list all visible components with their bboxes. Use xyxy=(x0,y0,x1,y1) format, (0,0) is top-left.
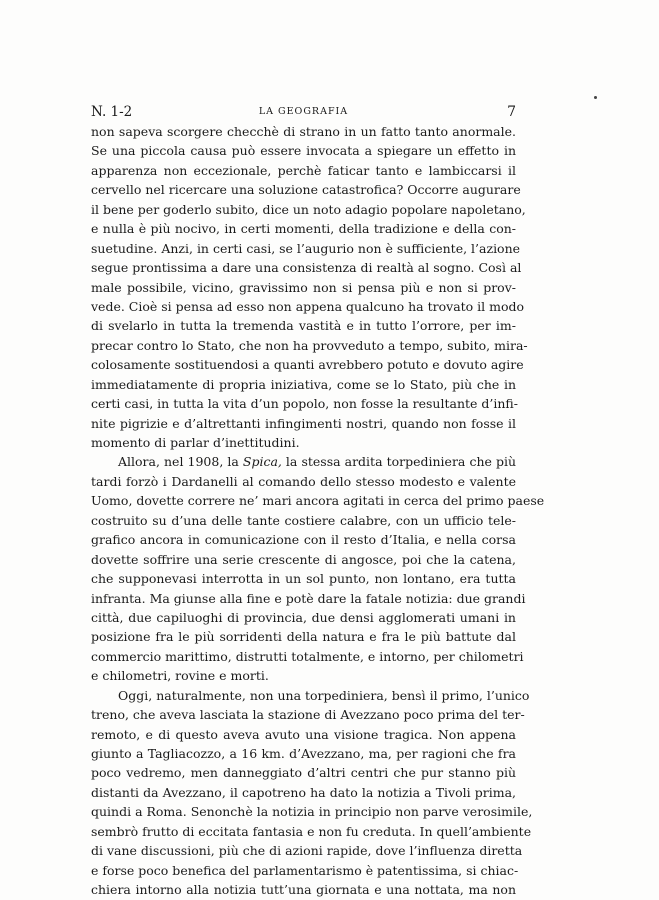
text-line: città, due capiluoghi di provincia, due densi agglomerati umani in xyxy=(91,609,516,625)
text-run: la stessa ardita torpediniera che più xyxy=(281,454,516,470)
text-line: suetudine. Anzi, in certi casi, se l’augurio non è sufficiente, l’azione xyxy=(91,240,521,256)
text-line: colosamente sostituendosi a quanti avrebbero potuto e dovuto agire xyxy=(91,357,524,373)
text-line: Uomo, dovette correre ne’ mari ancora agitati in cerca del primo paese xyxy=(91,493,545,509)
text-line: di svelarlo in tutta la tremenda vastità e in tutto l’orrore, per im- xyxy=(91,318,516,334)
journal-title: LA GEOGRAFIA xyxy=(258,106,349,117)
text-line: di vane discussioni, più che di azioni rapide, dove l’influenza diretta xyxy=(91,843,523,859)
text-line: nite pigrizie e d’altrettanti infingimenti nostri, quando non fosse il xyxy=(91,415,516,431)
page-number: 7 xyxy=(507,104,516,120)
text-line: male possibile, vicino, gravissimo non si pensa più e non si prov- xyxy=(91,279,516,295)
text-line: dovette soffrire una serie crescente di angosce, poi che la catena, xyxy=(91,551,516,567)
running-header xyxy=(91,103,516,121)
text-line: distanti da Avezzano, il capotreno ha dato la notizia a Tivoli prima, xyxy=(91,784,516,800)
text-line: immediatamente di propria iniziativa, come se lo Stato, più che in xyxy=(91,376,516,392)
text-line: precar contro lo Stato, che non ha provveduto a tempo, subito, mira- xyxy=(91,337,528,353)
text-line: posizione fra le più sorridenti della natura e fra le più battute dal xyxy=(91,629,516,645)
text-line: Oggi, naturalmente, non una torpediniera, bensì il primo, l’unico xyxy=(118,687,530,703)
text-line: Se una piccola causa può essere invocata a spiegare un effetto in xyxy=(91,143,516,159)
text-line: e forse poco benefica del parlamentarismo è patentissima, si chiac- xyxy=(91,862,519,878)
text-line: commercio marittimo, distrutti totalmente, e intorno, per chilometri xyxy=(91,648,524,664)
text-line: quindi a Roma. Senonchè la notizia in principio non parve verosimile, xyxy=(91,804,533,820)
ship-name-italic: Spica, xyxy=(242,454,282,470)
text-line: segue prontissima a dare una consistenza di realtà al sogno. Così al xyxy=(91,260,522,276)
print-speck xyxy=(594,96,597,99)
text-line: costruito su d’una delle tante costiere calabre, con un ufficio tele- xyxy=(91,512,516,528)
text-line: momento di parlar d’inettitudini. xyxy=(91,435,300,450)
text-line: remoto, e di questo aveva avuto una visione tragica. Non appena xyxy=(91,726,516,742)
text-line: tardi forzò i Dardanelli al comando dello stesso modesto e valente xyxy=(91,473,516,489)
text-line: non sapeva scorgere checchè di strano in un fatto tanto anormale. xyxy=(91,124,516,139)
text-line: chiera intorno alla notizia tutt’una giornata e una nottata, ma non xyxy=(91,882,516,898)
text-line: grafico ancora in comunicazione con il resto d’Italia, e nella corsa xyxy=(91,532,516,548)
text-line: vede. Cioè si pensa ad esso non appena qualcuno ha trovato il modo xyxy=(91,298,525,314)
text-line: e nulla è più nocivo, in certi momenti, della tradizione e della con- xyxy=(91,221,516,237)
text-line: treno, che aveva lasciata la stazione di Avezzano poco prima del ter- xyxy=(91,707,525,723)
text-line: cervello nel ricercare una soluzione catastrofica? Occorre augurare xyxy=(91,182,521,198)
text-line: poco vedremo, men danneggiato d’altri centri che pur stanno più xyxy=(91,765,516,781)
text-line: e chilometri, rovine e morti. xyxy=(91,668,269,684)
text-line: infranta. Ma giunse alla fine e potè dare la fatale notizia: due grandi xyxy=(91,590,526,606)
text-line xyxy=(91,452,516,471)
text-line: giunto a Tagliacozzo, a 16 km. d’Avezzano, ma, per ragioni che fra xyxy=(91,746,516,761)
body-text xyxy=(91,122,545,900)
text-line: che supponevasi interrotta in un sol punto, non lontano, era tutta xyxy=(91,571,516,587)
text-line: certi casi, in tutta la vita d’un popolo, non fosse la resultante d’infi- xyxy=(91,396,518,412)
text-line: sembrò frutto di eccitata fantasia e non fu creduta. In quell’ambiente xyxy=(91,823,532,839)
issue-number: N. 1-2 xyxy=(91,104,133,120)
text-line: il bene per goderlo subito, dice un noto adagio popolare napoletano, xyxy=(91,201,526,217)
text-line: apparenza non eccezionale, perchè faticar tanto e lambiccarsi il xyxy=(91,162,516,178)
text-run: Allora, nel 1908, la xyxy=(118,454,243,470)
